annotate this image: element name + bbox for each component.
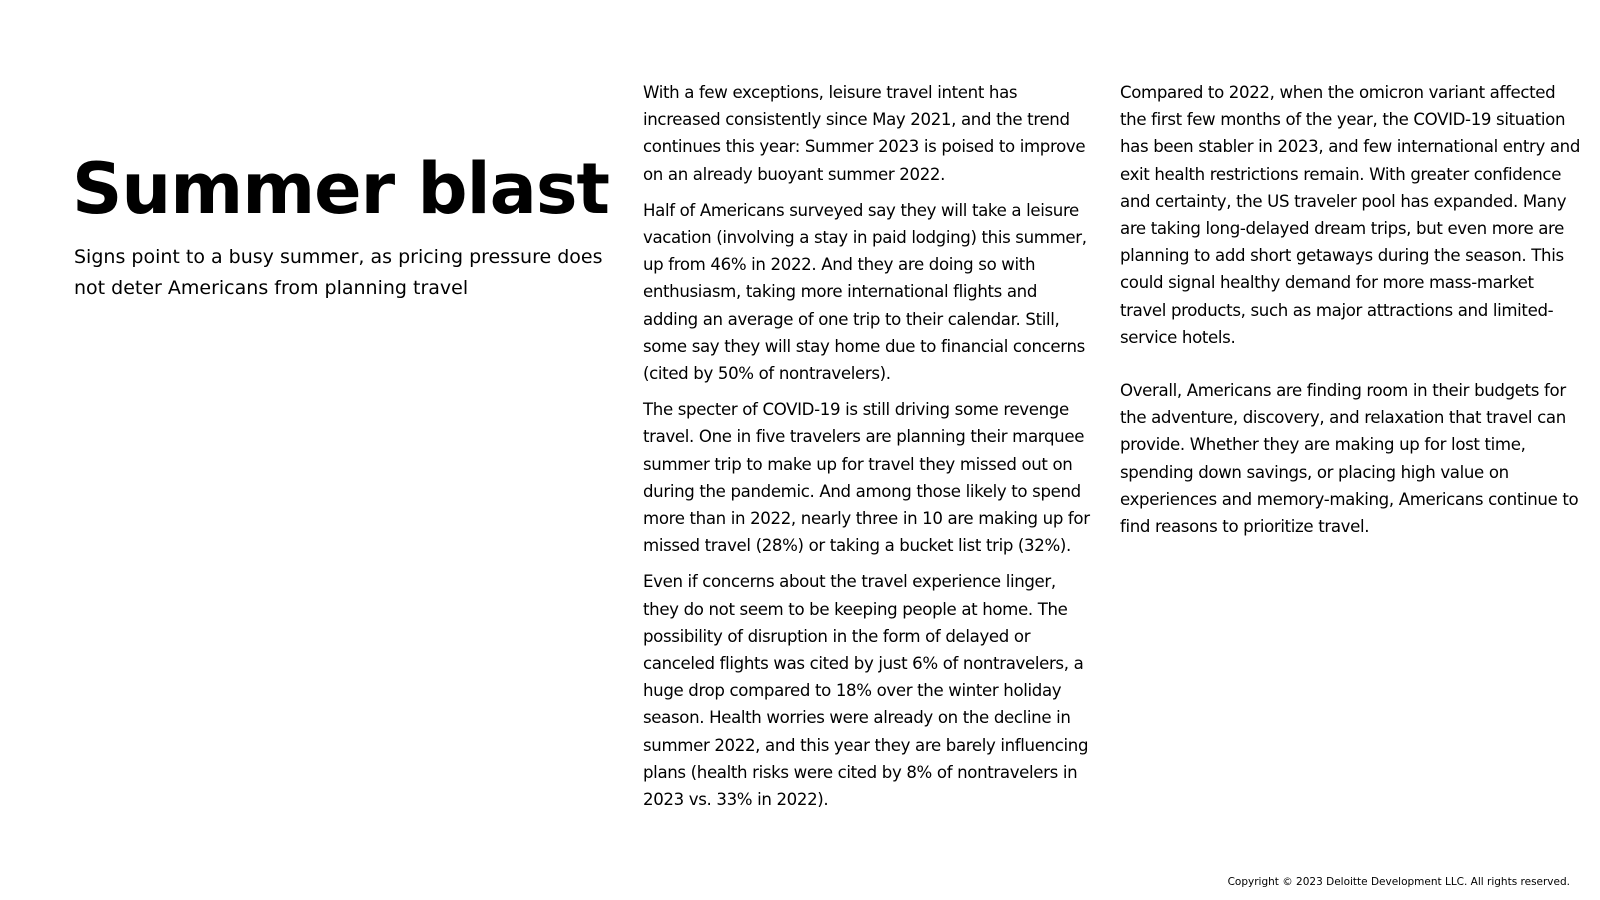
paragraph: With a few exceptions, leisure travel intent has increased consistently since May 2021, and the trend continues this year: Summer 2023 is poised to improve on an already buoyant summer 2022. [643, 83, 1086, 184]
paragraph: Even if concerns about the travel experience linger, they do not seem to be keeping people at home. The possibility of disruption in the form of delayed or canceled flights was cited by just 6% of nontravelers, a huge drop compared to 18% over the winter holiday season. Health worries were already on the decline in summer 2022, and this year they are barely influencing plans (health risks were cited by 8% of nontravelers in 2023 vs. 33% in 2022). [643, 572, 1089, 810]
paragraph: Overall, Americans are finding room in their budgets for the adventure, discovery, and relaxation that travel can provide. Whether they are making up for lost time, spending down savings, or placing high value on experiences and memory-making, Americans continue to find reasons to prioritize travel. [1120, 381, 1579, 537]
right-text-column [1120, 79, 1582, 540]
paragraph: Half of Americans surveyed say they will take a leisure vacation (involving a stay in paid lodging) this summer, up from 46% in 2022. And they are doing so with enthusiasm, taking more international flights and adding an average of one trip to their calendar. Still, some say they will stay home due to financial concerns (cited by 50% of nontravelers). [643, 200, 1087, 384]
copyright-notice: Copyright © 2023 Deloitte Development LLC. All rights reserved. [1227, 876, 1570, 888]
middle-text-column [643, 79, 1095, 813]
page-title: Summer blast [72, 148, 609, 230]
paragraph: Compared to 2022, when the omicron variant affected the first few months of the year, the COVID-19 situation has been stabler in 2023, and few international entry and exit health restrictions remain. With greater confidence and certainty, the US traveler pool has expanded. Many are taking long-delayed dream trips, but even more are planning to add short getaways during the season. This could signal healthy demand for more mass-market travel products, such as major attractions and limited-service hotels. [1120, 83, 1581, 347]
page-subtitle: Signs point to a busy summer, as pricing pressure does not deter Americans from planning travel [74, 246, 603, 299]
paragraph: The specter of COVID-19 is still driving some revenge travel. One in five travelers are planning their marquee summer trip to make up for travel they missed out on during the pandemic. And among those likely to spend more than in 2022, nearly three in 10 are making up for missed travel (28%) or taking a bucket list trip (32%). [643, 400, 1090, 556]
